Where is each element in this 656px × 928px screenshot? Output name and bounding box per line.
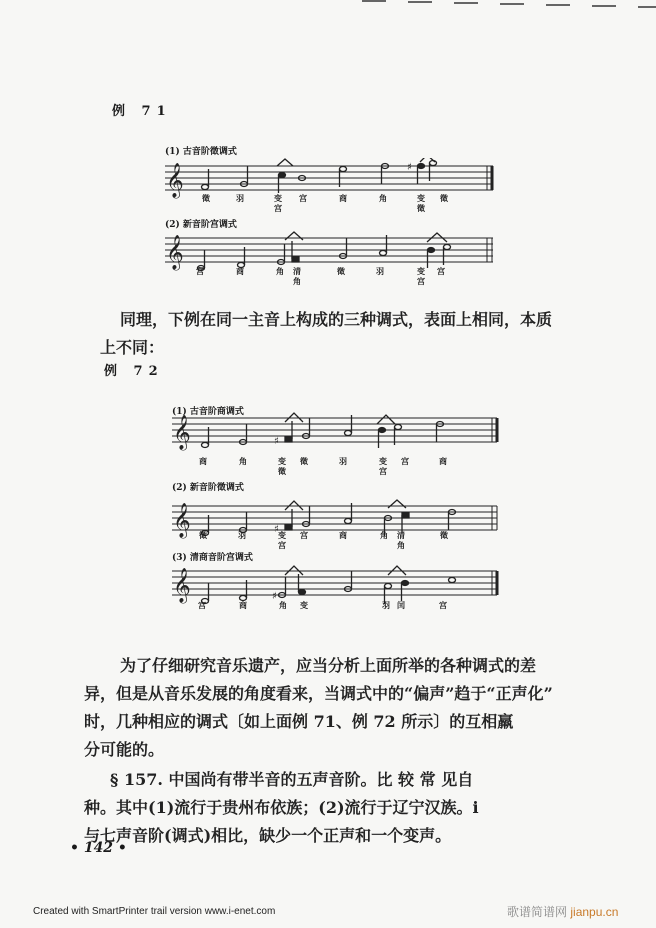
paragraph-3-line-3: 与七声音阶(调式)相比，缺少一个正声和一个变声。 [84, 826, 452, 845]
svg-text:♯: ♯ [274, 436, 279, 447]
solfege-syllable: 变 宫 [417, 266, 425, 286]
solfege-syllable: 徵 [440, 193, 448, 203]
solfege-syllable: 商 [239, 600, 247, 610]
solfege-syllable: 商 [199, 456, 207, 466]
solfege-syllable: 宫 [299, 193, 307, 203]
solfege-syllable: 徵 [337, 266, 345, 276]
solfege-syllable: 变 宫 [278, 530, 286, 550]
solfege-syllable: 徵 [440, 530, 448, 540]
svg-text:𝄞: 𝄞 [166, 163, 184, 198]
watermark [507, 903, 618, 920]
paragraph-1-line-2: 上不同： [100, 338, 165, 357]
solfege-syllable: 徵 [202, 193, 210, 203]
paragraph-2-line-3: 时，几种相应的调式〔如上面例 71、例 72 所示〕的互相羸 [84, 712, 514, 731]
solfege-syllable: 清 角 [397, 530, 405, 550]
ex71-staff2-title: (2) 新音阶宫调式 [165, 220, 237, 230]
solfege-syllable: 商 [236, 266, 244, 276]
solfege-syllable: 羽 [382, 600, 390, 610]
solfege-syllable: 羽 [236, 193, 244, 203]
paragraph-2-line-1: 为了仔细研究音乐遗产，应当分析上面所举的各种调式的差 [120, 656, 537, 675]
top-mark [638, 6, 656, 8]
solfege-syllable: 商 [339, 530, 347, 540]
top-mark [362, 0, 386, 2]
top-mark [408, 1, 432, 3]
svg-text:𝄞: 𝄞 [173, 568, 191, 603]
solfege-syllable: 角 [380, 530, 388, 540]
solfege-syllable: 变 徵 [278, 456, 286, 476]
top-mark [454, 2, 478, 4]
solfege-syllable: 变 徵 [417, 193, 425, 213]
paragraph-2-line-2: 异，但是从音乐发展的角度看来，当调式中的“偏声”趋于“正声化” [84, 684, 553, 703]
paragraph-3-line-1: § 157. 中国尚有带半音的五声音阶。比 较 常 见自 [110, 770, 474, 789]
solfege-syllable: 角 [379, 193, 387, 203]
solfege-syllable: 角 [279, 600, 287, 610]
solfege-syllable: 商 [439, 456, 447, 466]
solfege-syllable: 宫 [300, 530, 308, 540]
solfege-syllable: 角 [239, 456, 247, 466]
solfege-syllable: 宫 [401, 456, 409, 466]
solfege-syllable: 宫 [439, 600, 447, 610]
ex72-staff3 [172, 563, 502, 611]
svg-text:𝄞: 𝄞 [173, 503, 191, 538]
svg-text:♯: ♯ [407, 162, 412, 173]
ex72-staff1 [172, 410, 502, 458]
solfege-syllable: 清 角 [293, 266, 301, 286]
ex71-staff1-title: (1) 古音阶徵调式 [165, 147, 237, 157]
solfege-syllable: 徵 [199, 530, 207, 540]
example-71-label: 例 71 [112, 104, 172, 119]
watermark-cn: 歌谱简谱网 [507, 905, 568, 919]
top-mark [592, 5, 616, 7]
svg-text:♯: ♯ [272, 591, 277, 602]
svg-text:♯: ♯ [274, 524, 279, 535]
solfege-syllable: 羽 [238, 530, 246, 540]
top-mark [546, 4, 570, 6]
watermark-en: jianpu.cn [570, 905, 619, 919]
solfege-syllable: 徵 [300, 456, 308, 466]
solfege-syllable: 角 [276, 266, 284, 276]
solfege-syllable: 商 [339, 193, 347, 203]
ex72-staff2-title: (2) 新音阶徵调式 [172, 483, 244, 493]
solfege-syllable: 宫 [196, 266, 204, 276]
solfege-syllable: 闰 [397, 600, 405, 610]
solfege-syllable: 羽 [376, 266, 384, 276]
solfege-syllable: 变 [300, 600, 308, 610]
ex72-staff3-title: (3) 清商音阶宫调式 [172, 553, 253, 563]
paragraph-3-line-2: 种。其中(1)流行于贵州布依族；(2)流行于辽宁汉族。i [84, 798, 479, 817]
solfege-syllable: 变 宫 [274, 193, 282, 213]
svg-text:𝄞: 𝄞 [173, 415, 191, 450]
solfege-syllable: 变 宫 [379, 456, 387, 476]
top-mark [500, 3, 524, 5]
page-number: • 142 • [70, 840, 127, 856]
ex72-staff1-title: (1) 古音阶商调式 [172, 407, 244, 417]
solfege-syllable: 宫 [198, 600, 206, 610]
solfege-syllable: 宫 [437, 266, 445, 276]
paragraph-1-line-1: 同理，下例在同一主音上构成的三种调式，表面上相同，本质 [120, 310, 553, 329]
footer-credit: Created with SmartPrinter trail version www.i-enet.com [33, 906, 276, 917]
example-72-label: 例 72 [104, 364, 164, 379]
svg-text:𝄞: 𝄞 [166, 235, 184, 270]
solfege-syllable: 羽 [339, 456, 347, 466]
paragraph-2-line-4: 分可能的。 [84, 740, 165, 759]
